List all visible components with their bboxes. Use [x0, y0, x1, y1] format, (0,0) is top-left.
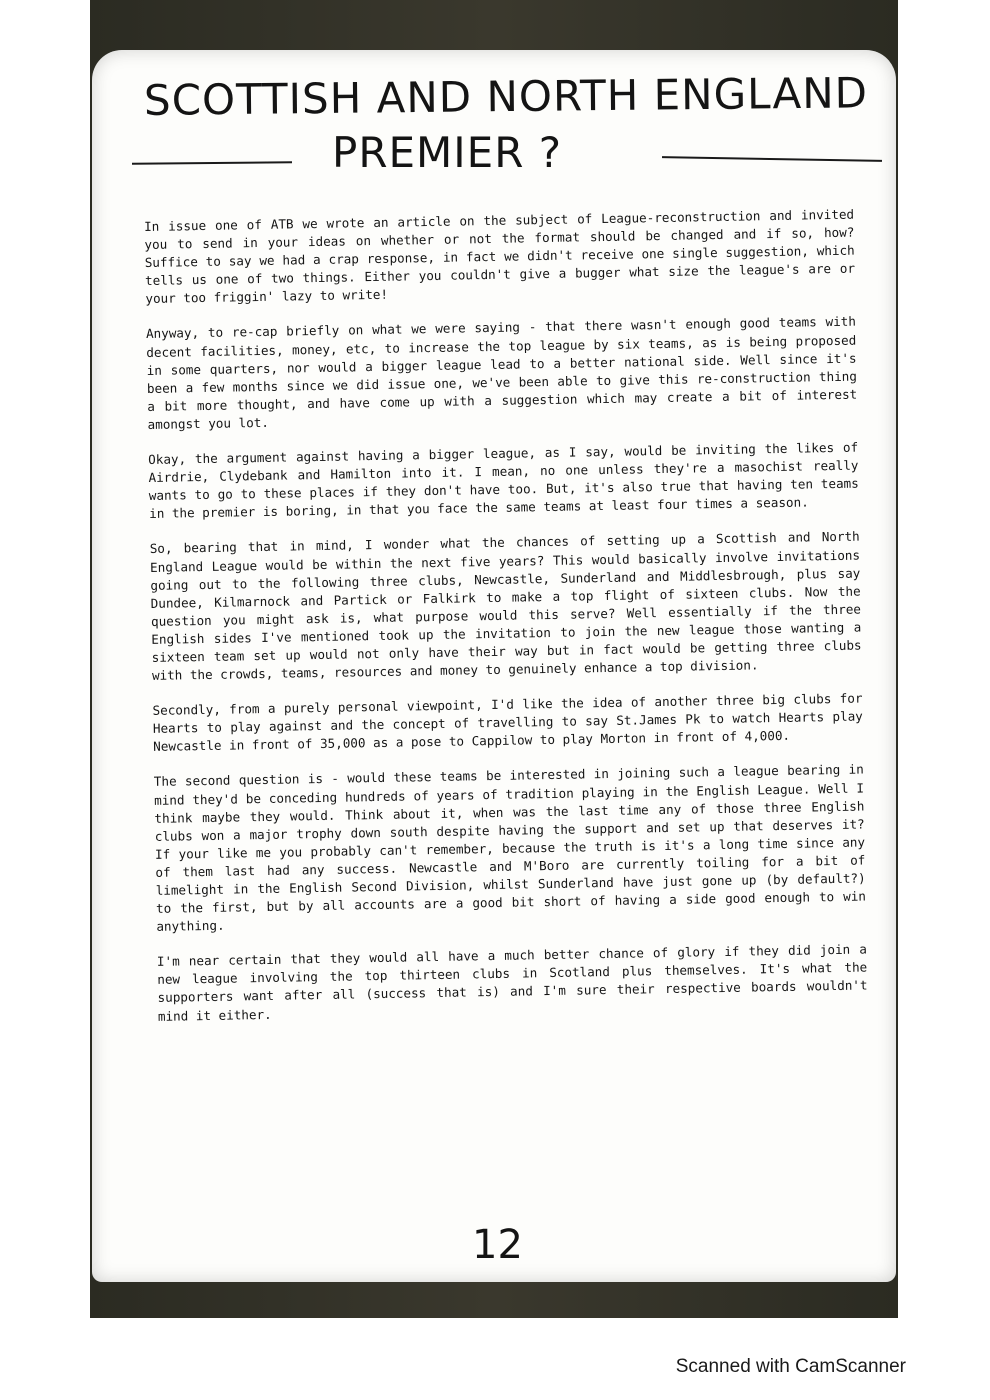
paragraph-7: I'm near certain that they would all have a much better chance of glory if they did join a new league involving the top thirteen clubs in Scotland plus themselves. It's what the supporters want after all (success that is) and I'm sure their respective boards wouldn't mind it either. [156, 941, 868, 1024]
paragraph-5: Secondly, from a purely personal viewpoint, I'd like the idea of another three big clubs for Hearts to play against and the concept of travelling to say St.James Pk to watch Hearts play Newcastle in front of 35,000 as a pose to Cappilow to play Morton in front of 4,000. [152, 690, 863, 755]
paragraph-6: The second question is - would these teams be interested in joining such a league bearing in mind they'd be conceding hundreds of years of tradition playing in the English League. Well I think maybe they would. Think about it, when was the last time any of those three English clubs won a major trophy down south despite having the support and set up that deserves it? If your like me you probably can't remember, because the truth is it's a long time since any of them last had any success. Newcastle and M'Boro are currently toiling for a bit of limelight in the English Second Division, whilst Sunderland have just gone up (by default?) to the first, but by all accounts are a good bit short of having a side good enough to win anything. [153, 761, 867, 935]
article-title-row2 [132, 128, 872, 188]
magazine-page [92, 50, 896, 1282]
paragraph-3: Okay, the argument against having a bigger league, as I say, would be inviting the likes of Airdrie, Clydebank and Hamilton into it. I mean, no one unless they're a masochist really wants to go to these places if they don't have too. But, it's also true that having ten teams in the premier is boring, in that you face the same teams at least four times a season. [148, 439, 859, 522]
scanner-watermark: Scanned with CamScanner [675, 1356, 906, 1377]
paragraph-2: Anyway, to re-cap briefly on what we were saying - that there wasn't enough good teams with decent facilities, money, etc, to increase the top league by six teams, as is being proposed in some quarters, nor would a bigger league lead to a better national side. Well since it's been a few months since we did issue one, we've been able to give this re-construction thing a bit more thought, and have come up with a suggestion which may create a bit of interest amongst you lot. [145, 314, 858, 432]
paragraph-1: In issue one of ATB we wrote an article on the subject of League-reconstruction and invited you to send in your ideas on whether or not the format should be changed and if so, how? Suffice to say we had a crap response, in fact we didn't receive one single suggestion, which tells us one of two things. Either you couldn't give a bugger what size the league's are or your too friggin' lazy to write! [144, 206, 856, 307]
article-title-line1: SCOTTISH AND NORTH ENGLAND [143, 68, 869, 125]
title-rule-left [132, 161, 292, 164]
page-number: 12 [472, 1222, 523, 1268]
article-body [144, 206, 868, 1043]
article-title-line2: PREMIER ? [332, 128, 563, 177]
title-rule-right [662, 156, 882, 162]
paragraph-4: So, bearing that in mind, I wonder what the chances of setting up a Scottish and North England League would be within the next five years? This would basically involve invitations going out to the following three clubs, Newcastle, Sunderland and Middlesbrough, plus say Dundee, Kilmarnock and Partick or Falkirk to make a top flight of sixteen clubs. Now the question you might ask is, what purpose would this serve? Well essentially if the three English sides I've mentioned took up the invitation to join the new league those wanting a sixteen team set up would not only have their way but in fact would be getting three clubs with the crowds, teams, resources and money to genuinely enhance a top division. [149, 528, 862, 683]
